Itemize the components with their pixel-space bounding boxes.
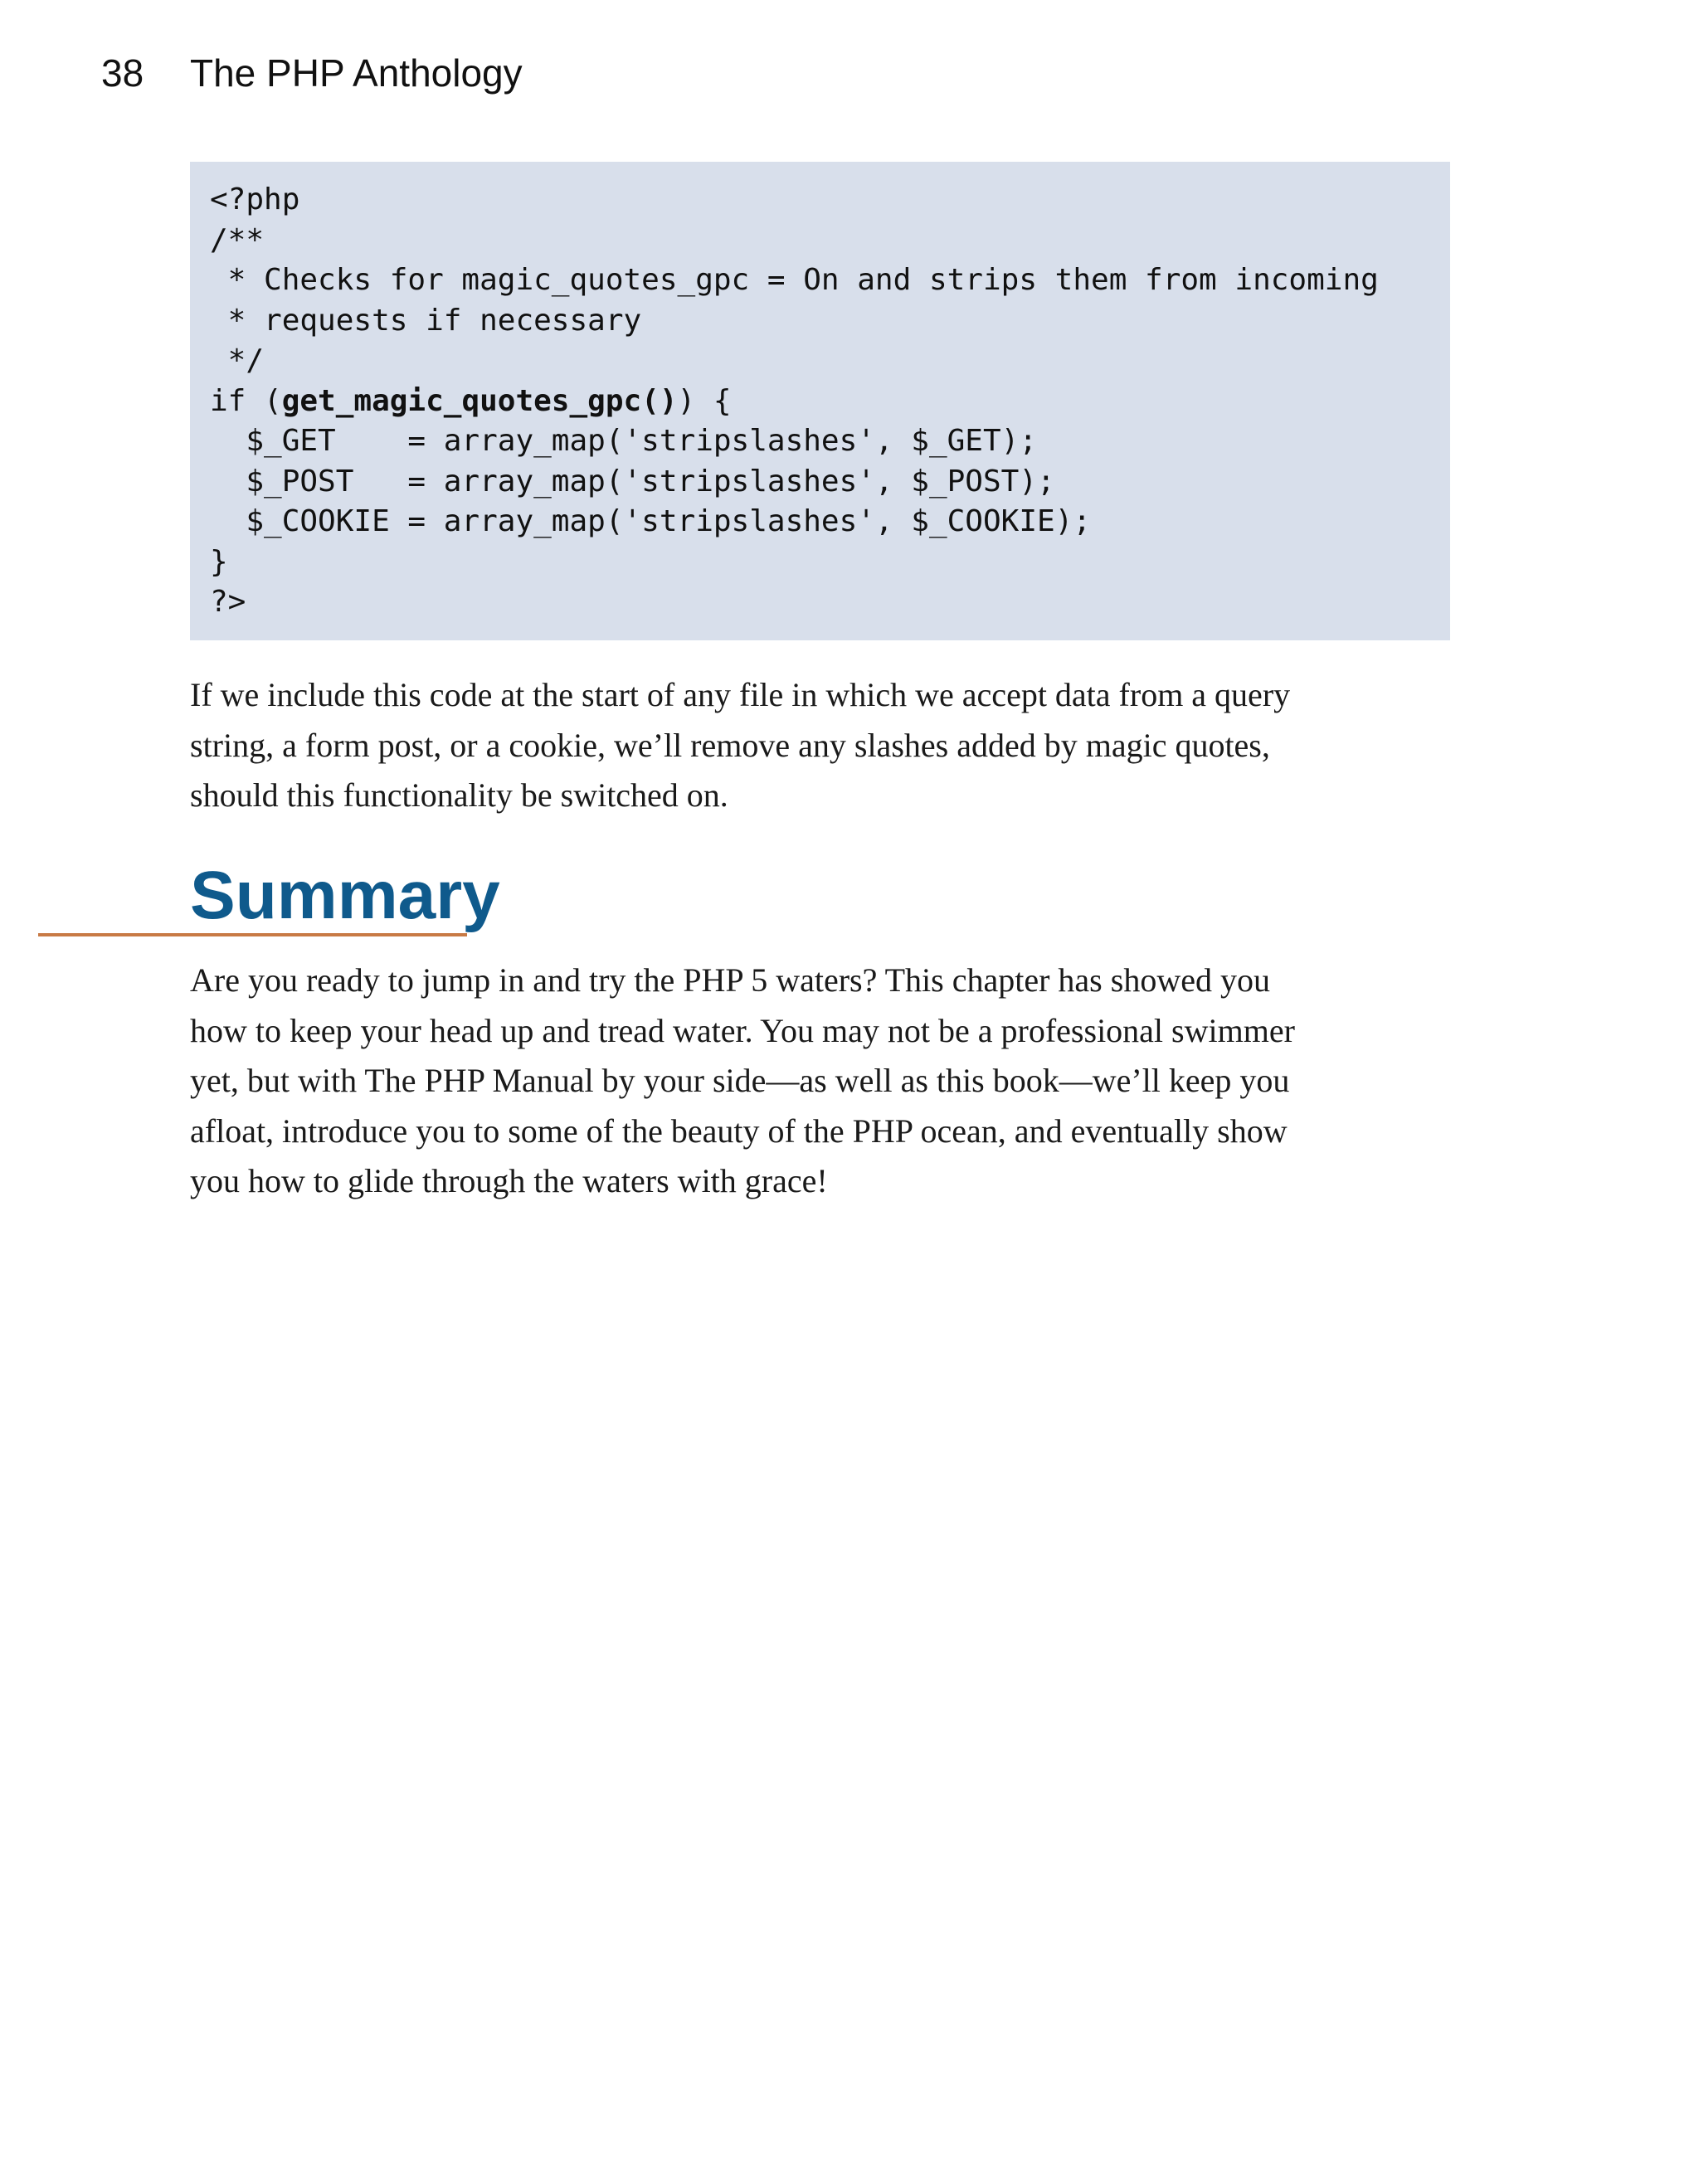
code-function-name: get_magic_quotes_gpc(): [281, 383, 678, 418]
code-line: ?>: [210, 585, 246, 619]
heading-underline: [38, 933, 467, 936]
code-line: $_COOKIE = array_map('stripslashes', $_COOKIE);: [210, 504, 1092, 538]
paragraph-line: afloat, introduce you to some of the beauty of the PHP ocean, and eventually show: [190, 1111, 1288, 1150]
paragraph-line: yet, but with The PHP Manual by your side—as well as this book—we’ll keep you: [190, 1062, 1290, 1099]
code-line: <?php: [210, 182, 300, 216]
paragraph-line: If we include this code at the start of any file in which we accept data from a query: [190, 676, 1291, 713]
code-line-if: [210, 382, 1450, 422]
code-line: $_GET = array_map('stripslashes', $_GET);: [210, 424, 1037, 458]
page-number: 38: [101, 51, 144, 95]
code-line: * Checks for magic_quotes_gpc = On and strips them from incoming: [210, 263, 1379, 297]
code-block: [190, 162, 1450, 640]
running-head: [101, 48, 523, 98]
summary-paragraph: [190, 956, 1451, 1207]
section-heading: Summary: [190, 858, 500, 933]
code-line: $_POST = array_map('stripslashes', $_POST);: [210, 464, 1055, 499]
code-line: */: [210, 343, 265, 377]
paragraph-line: you how to glide through the waters with grace!: [190, 1162, 828, 1199]
body-paragraph: [190, 670, 1451, 821]
paragraph-line: how to keep your head up and tread water. You may not be a professional swimmer: [190, 1011, 1295, 1049]
paragraph-line: string, a form post, or a cookie, we’ll remove any slashes added by magic quotes,: [190, 726, 1270, 764]
code-line: * requests if necessary: [210, 303, 642, 338]
code-line: /**: [210, 222, 265, 257]
book-title: The PHP Anthology: [190, 51, 523, 95]
code-line: }: [210, 544, 228, 579]
paragraph-line: Are you ready to jump in and try the PHP 5 waters? This chapter has showed you: [190, 961, 1270, 999]
code-fragment: ) {: [677, 383, 732, 418]
paragraph-line: should this functionality be switched on.: [190, 776, 728, 814]
code-fragment: if (: [210, 383, 282, 418]
